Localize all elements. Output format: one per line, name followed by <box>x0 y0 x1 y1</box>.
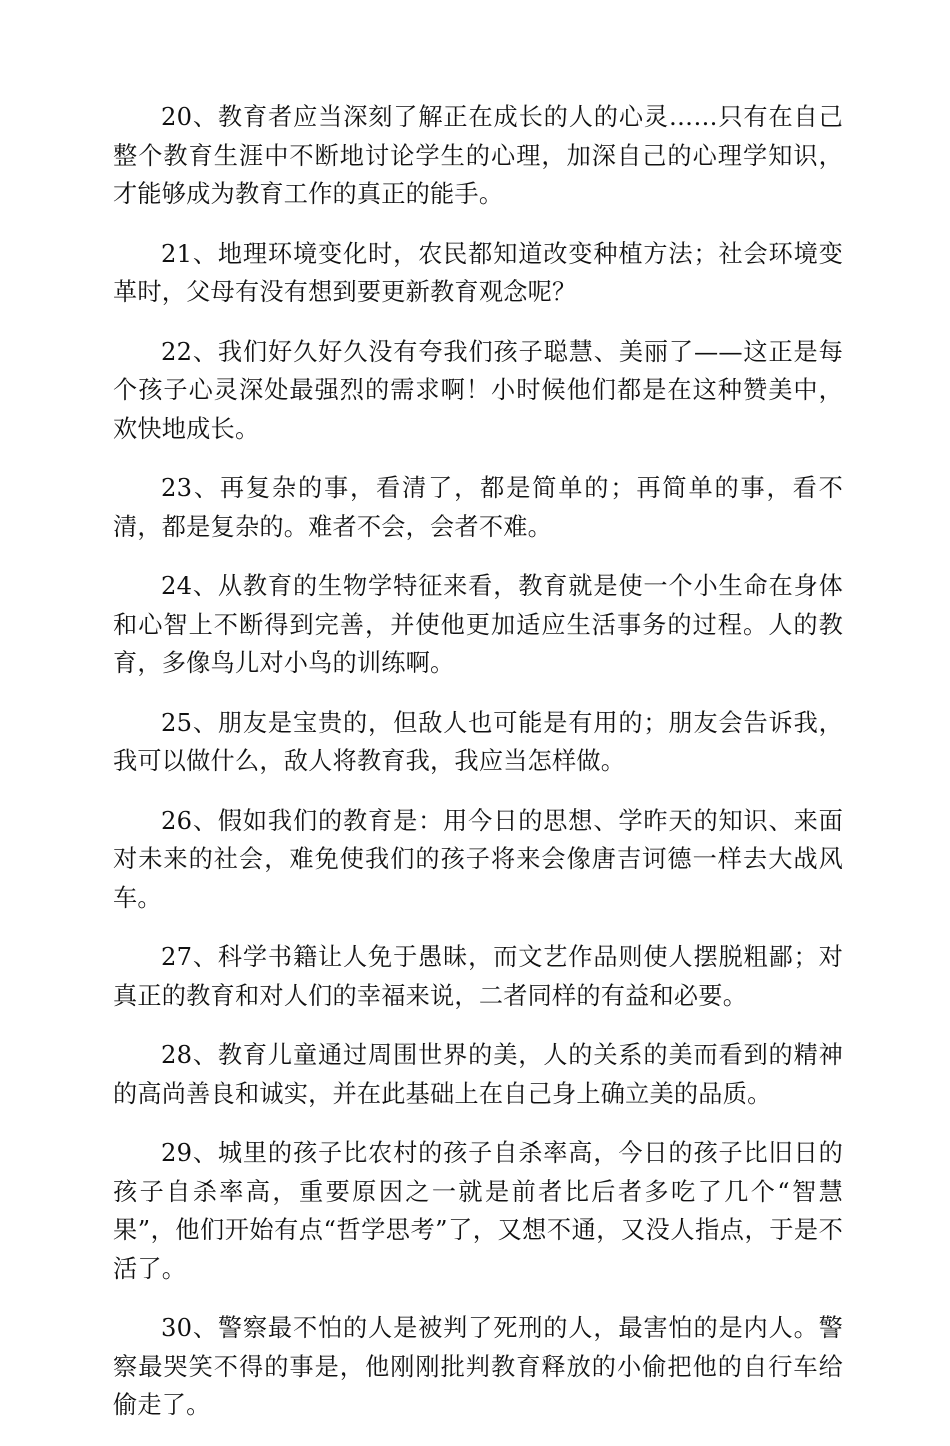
quote-paragraph-29: 29、城里的孩子比农村的孩子自杀率高，今日的孩子比旧日的孩子自杀率高，重要原因之一就是前者比后者多吃了几个“智慧果”，他们开始有点“哲学思考”了，又想不通，又没人指点，于是不活了。 <box>113 1139 843 1283</box>
quote-paragraph-30: 30、警察最不怕的人是被判了死刑的人，最害怕的是内人。警察最哭笑不得的事是，他刚刚批判教育释放的小偷把他的自行车给偷走了。 <box>113 1314 843 1419</box>
quote-paragraph-25: 25、朋友是宝贵的，但敌人也可能是有用的；朋友会告诉我，我可以做什么，敌人将教育我，我应当怎样做。 <box>113 708 843 775</box>
quote-paragraph-28: 28、教育儿童通过周围世界的美，人的关系的美而看到的精神的高尚善良和诚实，并在此基础上在自己身上确立美的品质。 <box>113 1041 843 1108</box>
quote-paragraph-20: 20、教育者应当深刻了解正在成长的人的心灵……只有在自己整个教育生涯中不断地讨论学生的心理，加深自己的心理学知识，才能够成为教育工作的真正的能手。 <box>113 103 843 208</box>
quote-paragraph-26: 26、假如我们的教育是：用今日的思想、学昨天的知识、来面对未来的社会，难免使我们的孩子将来会像唐吉诃德一样去大战风车。 <box>113 806 843 912</box>
quote-paragraph-27: 27、科学书籍让人免于愚昧，而文艺作品则使人摆脱粗鄙；对真正的教育和对人们的幸福来说，二者同样的有益和必要。 <box>113 943 843 1010</box>
quote-paragraph-22: 22、我们好久好久没有夸我们孩子聪慧、美丽了——这正是每个孩子心灵深处最强烈的需求啊！小时候他们都是在这种赞美中，欢快地成长。 <box>113 337 843 443</box>
document-page <box>113 98 843 1446</box>
quote-paragraph-23: 23、再复杂的事，看清了，都是简单的；再简单的事，看不清，都是复杂的。难者不会，会者不难。 <box>113 474 843 541</box>
quote-paragraph-21: 21、地理环境变化时，农民都知道改变种植方法；社会环境变革时，父母有没有想到要更新教育观念呢？ <box>113 239 843 306</box>
quote-paragraph-24: 24、从教育的生物学特征来看，教育就是使一个小生命在身体和心智上不断得到完善，并使他更加适应生活事务的过程。人的教育，多像鸟儿对小鸟的训练啊。 <box>113 572 843 677</box>
